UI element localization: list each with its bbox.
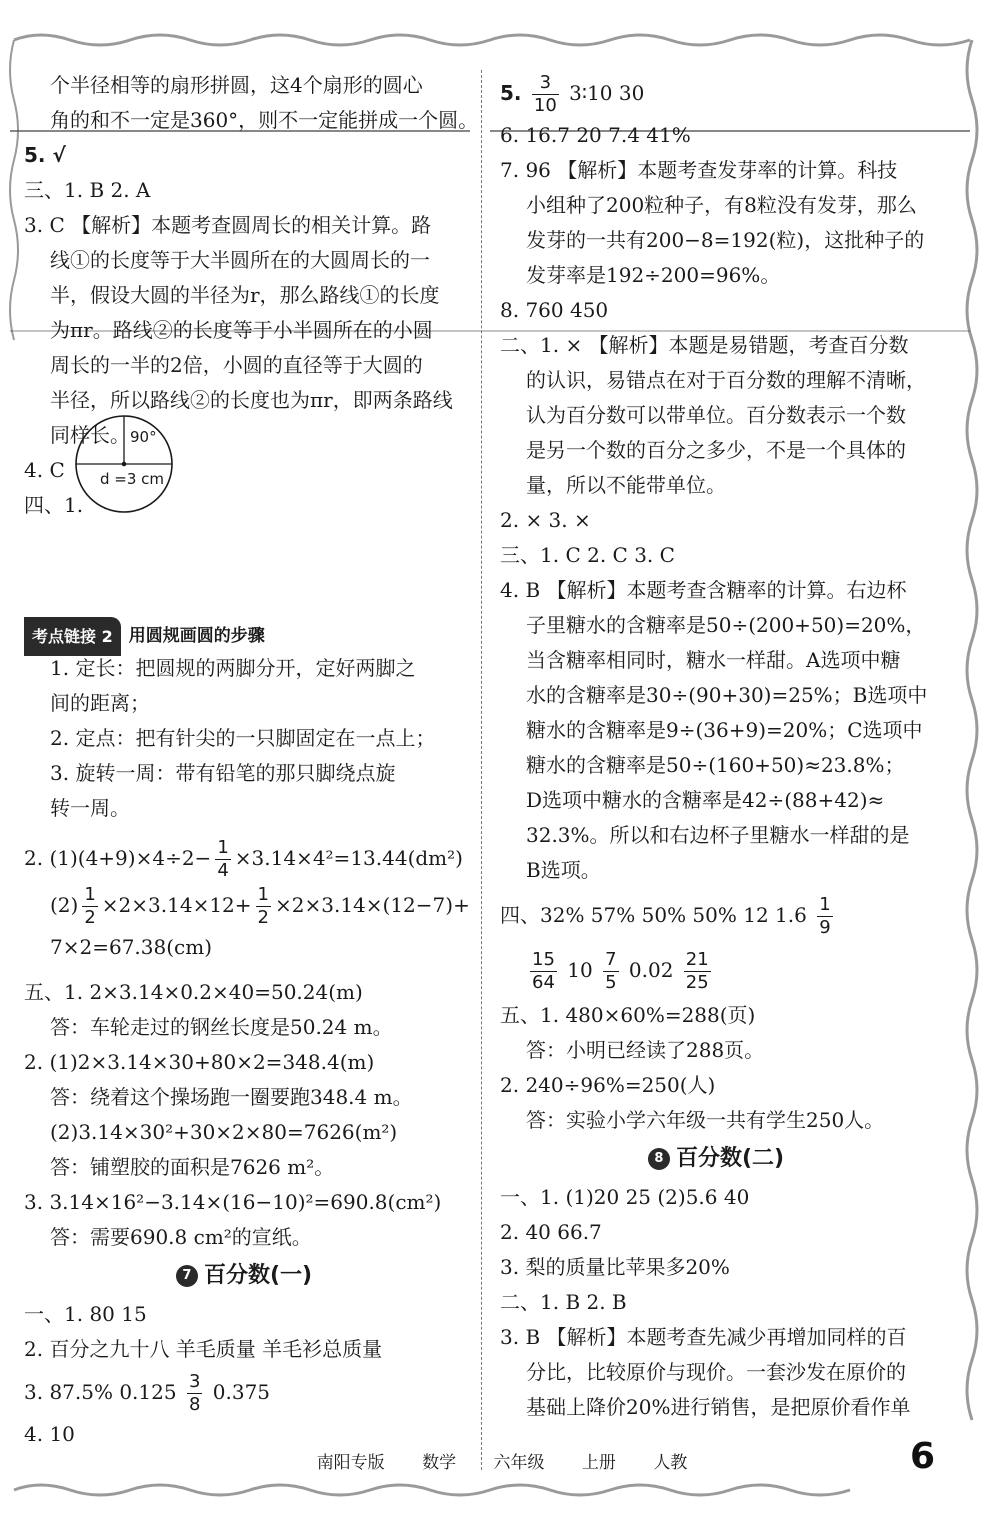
- text-line: 发芽的一共有200−8=192(粒)，这批种子的: [526, 228, 925, 252]
- kaodian-title: 用圆规画圆的步骤: [128, 625, 265, 646]
- answer-line: 4. 10: [24, 1422, 75, 1446]
- answer-line: 2. × 3. ×: [500, 508, 591, 532]
- text-line: 半，假设大圆的半径为r，那么路线①的长度: [50, 283, 440, 307]
- formula-part: 0.02: [628, 958, 674, 982]
- answer-line: 3. C 【解析】本题考查圆周长的相关计算。路: [24, 213, 432, 237]
- text-line: D选项中糖水的含糖率是42÷(88+42)≈: [526, 788, 885, 812]
- fraction-denominator: 9: [819, 917, 831, 938]
- right-column: [500, 68, 932, 1425]
- fraction: [532, 72, 559, 117]
- formula-part: 5.: [500, 81, 522, 105]
- answer-line: 二、1. × 【解析】本题是易错题，考查百分数: [500, 333, 909, 357]
- fraction: [817, 894, 832, 939]
- fraction-numerator: 1: [819, 894, 831, 915]
- text-line: 当含糖率相同时，糖水一样甜。A选项中糖: [526, 648, 901, 672]
- text-line: (2)3.14×30²+30×2×80=7626(m²): [50, 1120, 398, 1144]
- text-line: 基础上降价20%进行销售，是把原价看作单: [526, 1395, 911, 1419]
- fraction-denominator: 25: [685, 972, 709, 993]
- answer-line: 3. 3.14×16²−3.14×(16−10)²=690.8(cm²): [24, 1190, 442, 1214]
- answer-line: 一、1. (1)20 25 (2)5.6 40: [500, 1185, 750, 1209]
- formula-part: 3∶10 30: [569, 81, 645, 105]
- answer-line: 二、1. B 2. B: [500, 1290, 627, 1314]
- answer-line: 3. B 【解析】本题考查先减少再增加同样的百: [500, 1325, 907, 1349]
- fraction-denominator: 5: [605, 972, 617, 993]
- text-line: B选项。: [526, 858, 601, 882]
- formula-part: ×3.14×4²=13.44(dm²): [234, 846, 463, 870]
- text-line: 为πr。路线②的长度等于小半圆所在的小圆: [50, 318, 433, 342]
- formula-line: [24, 836, 464, 880]
- answer-line: [24, 1367, 464, 1417]
- formula-part: 2. (1)(4+9)×4÷2−: [24, 846, 212, 870]
- text-line: 1. 定长：把圆规的两脚分开，定好两脚之: [50, 656, 416, 680]
- text-line: 糖水的含糖率是50÷(160+50)≈23.8%；: [526, 753, 905, 777]
- answer-line: 三、1. C 2. C 3. C: [500, 543, 675, 567]
- text-line: 周长的一半的2倍，小圆的直径等于大圆的: [50, 353, 423, 377]
- section-badge: 8: [648, 1148, 670, 1170]
- fraction: [215, 837, 230, 882]
- answer-line: 4. C: [24, 458, 65, 482]
- text-line: 32.3%。所以和右边杯子里糖水一样甜的是: [526, 823, 910, 847]
- text-line: 2. 定点：把有针尖的一只脚固定在一点上；: [50, 726, 436, 750]
- answer-line: 5. √: [24, 143, 66, 167]
- fraction-numerator: 1: [217, 837, 229, 858]
- text-line: 同样长。: [50, 423, 130, 447]
- text-line: 3. 旋转一周：带有铅笔的那只脚绕点旋: [50, 761, 396, 785]
- text-line: 子里糖水的含糖率是50÷(200+50)=20%，: [526, 613, 926, 637]
- center-point: [122, 462, 127, 467]
- answer-line: 三、1. B 2. A: [24, 178, 151, 202]
- page-footer: [0, 1448, 1004, 1473]
- fraction-numerator: 21: [685, 949, 709, 970]
- text-line: 小组种了200粒种子，有8粒没有发芽，那么: [526, 193, 917, 217]
- answer-line: 五、1. 480×60%=288(页): [500, 1003, 756, 1027]
- text-line: 个半径相等的扇形拼圆，这4个扇形的圆心: [50, 73, 423, 97]
- answer-line: 2. (1)2×3.14×30+80×2=348.4(m): [24, 1050, 375, 1074]
- left-column: [24, 68, 479, 1452]
- text-line: 7×2=67.38(cm): [50, 935, 212, 959]
- fraction-numerator: 15: [532, 949, 555, 970]
- kaodian-heading: [24, 621, 464, 651]
- formula-part: (2): [50, 893, 79, 917]
- formula-part: 3. 87.5% 0.125: [24, 1380, 177, 1404]
- answer-line: 五、1. 2×3.14×0.2×40=50.24(m): [24, 980, 363, 1004]
- fraction-denominator: 8: [188, 1394, 201, 1415]
- text-line: 认为百分数可以带单位。百分数表示一个数: [526, 403, 906, 427]
- answer-line: [500, 68, 932, 118]
- footer-edition: 南阳专版: [316, 1453, 385, 1473]
- answer-line: 一、1. 80 15: [24, 1302, 147, 1326]
- fraction: [256, 884, 271, 929]
- page-number: 6: [910, 1436, 936, 1477]
- formula-part: 10: [567, 958, 593, 982]
- footer-volume: 上册: [581, 1453, 616, 1473]
- answer-line: [500, 888, 932, 942]
- footer-grade: 六年级: [493, 1453, 545, 1473]
- fraction-denominator: 64: [532, 972, 555, 993]
- text-line: 糖水的含糖率是9÷(36+9)=20%；C选项中: [526, 718, 923, 742]
- text-line: 发芽率是192÷200=96%。: [526, 263, 781, 287]
- text-line: 半径，所以路线②的长度也为πr，即两条路线: [50, 388, 453, 412]
- footer-publisher: 人教: [653, 1453, 688, 1473]
- text-line: 转一周。: [50, 796, 130, 820]
- answer-line: 4. B 【解析】本题考查含糖率的计算。右边杯: [500, 578, 907, 602]
- section-title-text: 百分数(二): [675, 1146, 785, 1171]
- section-badge: 7: [176, 1265, 198, 1287]
- circle-figure: [74, 414, 174, 518]
- fraction-denominator: 2: [257, 907, 269, 928]
- text-line: 的认识，易错点在对于百分数的理解不清晰，: [526, 368, 926, 392]
- column-divider: [481, 70, 483, 1470]
- text-line: 分比，比较原价与现价。一套沙发在原价的: [526, 1360, 906, 1384]
- text-line: 线①的长度等于大半圆所在的大圆周长的一: [50, 248, 430, 272]
- fraction: [530, 949, 557, 994]
- fraction-denominator: 4: [217, 860, 229, 881]
- fraction: [82, 884, 97, 929]
- fraction-numerator: 1: [257, 884, 269, 905]
- text-line: 答：小明已经读了288页。: [526, 1038, 765, 1062]
- fraction: [187, 1371, 202, 1416]
- answer-line: 7. 96 【解析】本题考查发芽率的计算。科技: [500, 158, 898, 182]
- fraction-numerator: 3: [188, 1371, 201, 1392]
- answer-line: 四、1.: [24, 493, 84, 517]
- formula-part: ×2×3.14×12+: [101, 893, 252, 917]
- answer-line: 2. 百分之九十八 羊毛质量 羊毛衫总质量: [24, 1337, 383, 1361]
- answer-line: 6. 16.7 20 7.4 41%: [500, 123, 691, 147]
- answer-line: [500, 942, 932, 998]
- answer-line: 3. 梨的质量比苹果多20%: [500, 1255, 730, 1279]
- text-line: 答：车轮走过的钢丝长度是50.24 m。: [50, 1015, 393, 1039]
- formula-line: [24, 880, 470, 930]
- fraction-numerator: 7: [605, 949, 617, 970]
- text-line: 答：铺塑胶的面积是7626 m²。: [50, 1155, 335, 1179]
- text-line: 间的距离；: [50, 691, 150, 715]
- answer-line: 2. 240÷96%=250(人): [500, 1073, 716, 1097]
- footer-subject: 数学: [422, 1453, 457, 1473]
- fraction-denominator: 10: [533, 95, 557, 116]
- text-line: 量，所以不能带单位。: [526, 473, 726, 497]
- formula-part: 四、32% 57% 50% 50% 12 1.6: [500, 903, 807, 927]
- fraction: [684, 949, 711, 994]
- section-8-title: [500, 1138, 932, 1180]
- fraction-denominator: 2: [84, 907, 96, 928]
- answer-line: 2. 40 66.7: [500, 1220, 602, 1244]
- text-line: 答：绕着这个操场跑一圈要跑348.4 m。: [50, 1085, 413, 1109]
- diameter-label: d =3 cm: [100, 470, 165, 488]
- text-line: 是另一个数的百分之多少，不是一个具体的: [526, 438, 906, 462]
- section-7-title: [24, 1255, 464, 1297]
- kaodian-tag: 考点链接 2: [24, 617, 121, 656]
- fraction: [603, 949, 618, 994]
- circle-diagram: [74, 414, 174, 514]
- formula-part: 0.375: [212, 1380, 271, 1404]
- section-title-text: 百分数(一): [203, 1263, 313, 1288]
- fraction-numerator: 1: [84, 884, 96, 905]
- fraction-numerator: 3: [532, 72, 559, 95]
- answer-line: 8. 760 450: [500, 298, 609, 322]
- text-line: 答：需要690.8 cm²的宣纸。: [50, 1225, 312, 1249]
- text-line: 答：实验小学六年级一共有学生250人。: [526, 1108, 885, 1132]
- text-line: 角的和不一定是360°，则不一定能拼成一个圆。: [50, 108, 479, 132]
- text-line: 水的含糖率是30÷(90+30)=25%；B选项中: [526, 683, 928, 707]
- formula-part: ×2×3.14×(12−7)+: [275, 893, 470, 917]
- angle-label: 90°: [130, 428, 157, 446]
